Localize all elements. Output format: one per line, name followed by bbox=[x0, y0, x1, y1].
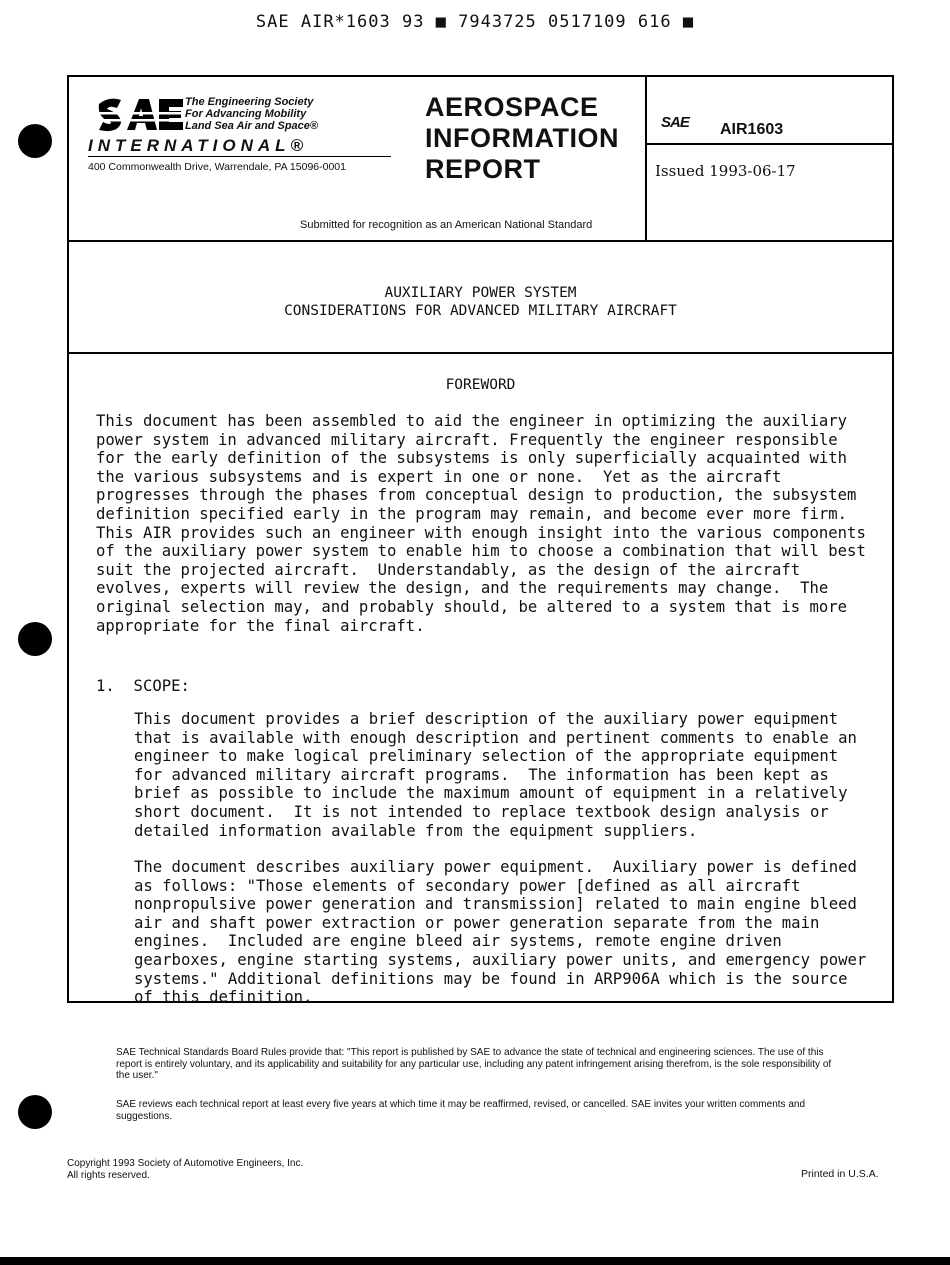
scope-heading: 1. SCOPE: bbox=[96, 677, 190, 695]
binder-hole bbox=[18, 622, 52, 656]
document-title: AUXILIARY POWER SYSTEM CONSIDERATIONS FOR ADVANCED MILITARY AIRCRAFT bbox=[284, 285, 677, 319]
international-wordmark: INTERNATIONAL® bbox=[88, 136, 309, 155]
foreword-body: This document has been assembled to aid the engineer in optimizing the auxiliary power system in advanced military aircraft. Frequently the engineer responsible for the early definition of the subsystems is only superficially acquainted with the various subsystems and is expert in one or none. Yet as the aircraft progresses through the phases from conceptual design to production, the subsystem definition specified early in the program may remain, and become ever more firm. This AIR provides such an engineer with enough insight into the various components of the auxiliary power system to enable him to choose a combination that will best suit the projected aircraft. Understandably, as the design of the aircraft evolves, experts will review the design, and the requirements may change. The original selection may, and probably should, be altered to a system that is more appropriate for the final aircraft. bbox=[96, 412, 866, 635]
scope-paragraph-1: This document provides a brief description of the auxiliary power equipment that is available with enough description and pertinent comments to enable an engineer to make logical preliminary selection of the appropriate equipment for advanced military aircraft programs. The information has been kept as brief as possible to include the maximum amount of equipment in a relatively short document. It is not intended to replace textbook design analysis or detailed information available from the equipment suppliers. bbox=[134, 710, 857, 840]
submitted-note: Submitted for recognition as an American National Standard bbox=[300, 219, 593, 231]
sae-logo-icon bbox=[95, 96, 185, 136]
title-rule bbox=[67, 352, 894, 354]
document-type: AEROSPACE INFORMATION REPORT bbox=[425, 92, 619, 184]
address: 400 Commonwealth Drive, Warrendale, PA 15096-0001 bbox=[88, 161, 346, 173]
header-divider bbox=[645, 75, 647, 242]
id-box-divider bbox=[645, 143, 894, 145]
issued-date: Issued 1993-06-17 bbox=[655, 162, 796, 180]
copyright: Copyright 1993 Society of Automotive Engineers, Inc. All rights reserved. bbox=[67, 1158, 304, 1181]
logo-rule bbox=[88, 156, 391, 157]
header-code: SAE AIR*1603 93 ■ 7943725 0517109 616 ■ bbox=[255, 12, 695, 32]
board-rules-note: SAE Technical Standards Board Rules provide that: "This report is published by SAE to advance the state of technical and engineering sciences. The use of this report is entirely voluntary, and its applicability and suitability for any particular use, including any patent infringement arising therefrom, is the sole responsibility of the user." bbox=[116, 1047, 832, 1081]
review-note: SAE reviews each technical report at least every five years at which time it may be reaffirmed, revised, or cancelled. SAE invites your written comments and suggestions. bbox=[116, 1099, 805, 1122]
binder-hole bbox=[18, 1095, 52, 1129]
society-tagline: The Engineering Society For Advancing Mobility Land Sea Air and Space® bbox=[185, 96, 319, 132]
printed-in: Printed in U.S.A. bbox=[801, 1168, 879, 1180]
document-number: AIR1603 bbox=[720, 121, 784, 138]
scan-bottom-edge bbox=[0, 1257, 950, 1265]
sae-small-logo: SAE bbox=[661, 114, 689, 131]
header-rule bbox=[67, 240, 894, 242]
scope-paragraph-2: The document describes auxiliary power equipment. Auxiliary power is defined as follows: "Those elements of secondary power [defined as all aircraft nonpropulsive power generation and transmission] related to main engine bleed air and shaft power extraction or power generation separate from the main engines. Included are engine bleed air systems, remote engine driven gearboxes, engine starting systems, auxiliary power units, and emergency power systems." Additional definitions may be found in ARP906A which is the source of this definition. bbox=[134, 858, 867, 1007]
binder-hole bbox=[18, 124, 52, 158]
foreword-heading: FOREWORD bbox=[445, 377, 516, 393]
